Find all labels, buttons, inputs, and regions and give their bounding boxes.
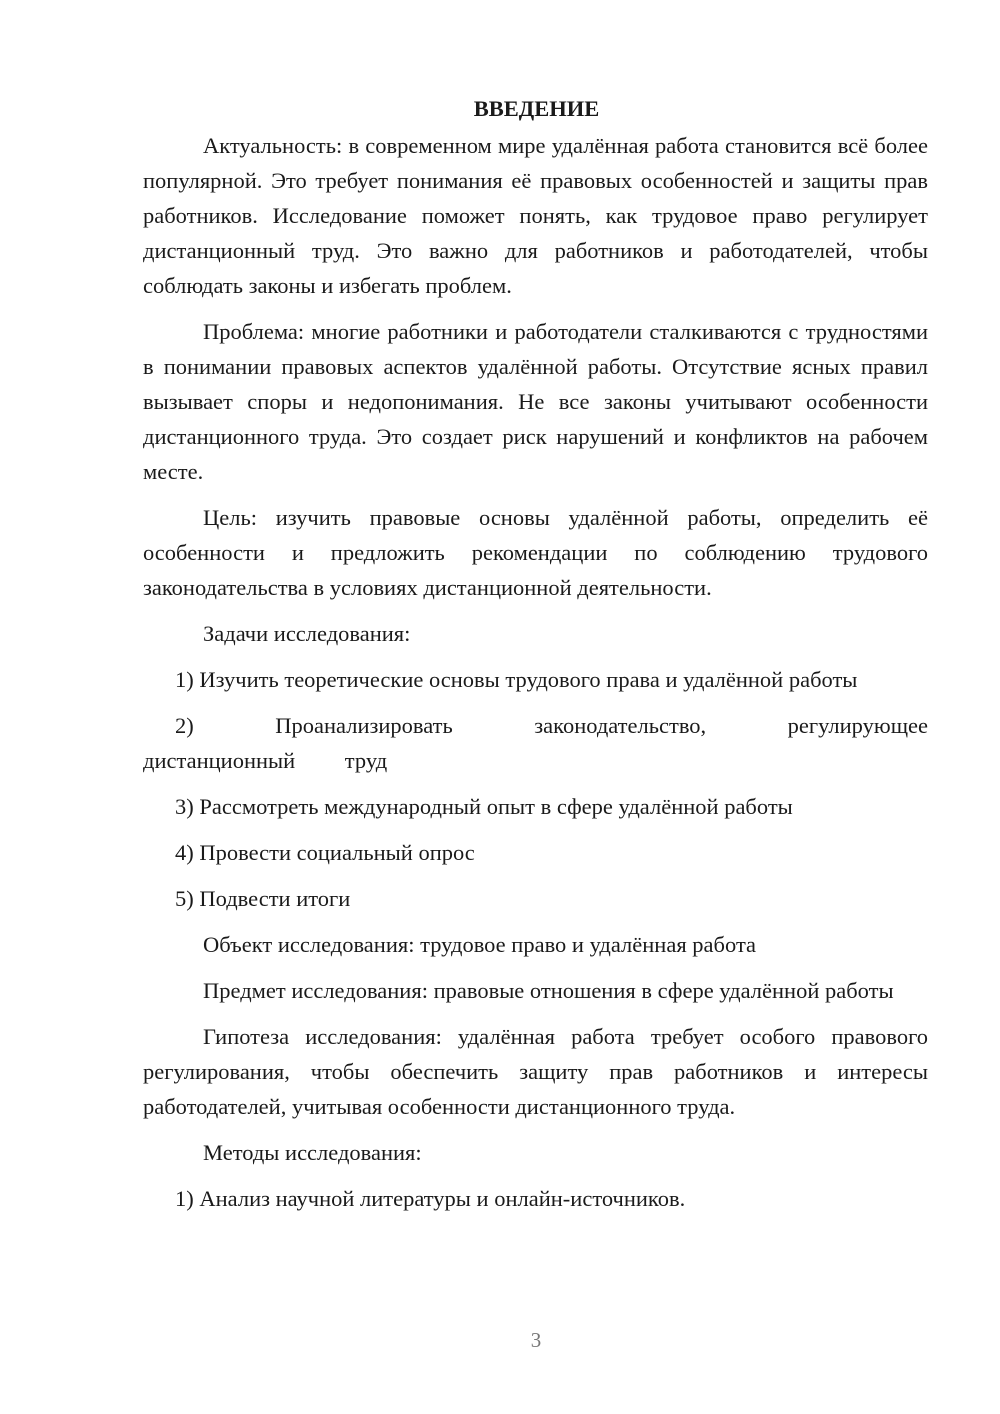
goal-paragraph: Цель: изучить правовые основы удалённой работы, определить её особенности и предложить рекомендации по соблюдению трудового законодательства в условиях дистанционной деятельности. (143, 505, 928, 600)
document-page (143, 92, 928, 1227)
hypothesis-paragraph: Гипотеза исследования: удалённая работа требует особого правового регулирования, чтобы обеспечить защиту прав работников и интересы работодателей, учитывая особенности дистанционного труда. (143, 1024, 928, 1119)
section-title: ВВЕДЕНИЕ (473, 96, 600, 121)
page-number: 3 (530, 1328, 542, 1352)
task-item-3: 3) Рассмотреть международный опыт в сфере удалённой работы (175, 794, 793, 819)
task-item-4: 4) Провести социальный опрос (175, 840, 475, 865)
relevance-paragraph: Актуальность: в современном мире удалённая работа становится всё более популярной. Это требует понимания её правовых особенностей и защиты прав работников. Исследование поможет понять, как трудовое право регулирует дистанционный труд. Это важно для работников и работодателей, чтобы соблюдать законы и избегать проблем. (143, 133, 928, 298)
tasks-heading: Задачи исследования: (203, 621, 411, 646)
method-item-1: 1) Анализ научной литературы и онлайн-источников. (175, 1186, 686, 1211)
methods-heading: Методы исследования: (203, 1140, 422, 1165)
subject-paragraph: Предмет исследования: правовые отношения в сфере удалённой работы (203, 978, 894, 1003)
task-item-5: 5) Подвести итоги (175, 886, 351, 911)
object-paragraph: Объект исследования: трудовое право и удалённая работа (203, 932, 757, 957)
problem-paragraph: Проблема: многие работники и работодатели сталкиваются с трудностями в понимании правовых аспектов удалённой работы. Отсутствие ясных правил вызывает споры и недопонимания. Не все законы учитывают особенности дистанционного труда. Это создает риск нарушений и конфликтов на рабочем месте. (143, 319, 928, 484)
task-item-1: 1) Изучить теоретические основы трудового права и удалённой работы (175, 667, 858, 692)
task-item-2: 2) Проанализировать законодательство, регулирующее дистанционный труд (143, 713, 928, 773)
